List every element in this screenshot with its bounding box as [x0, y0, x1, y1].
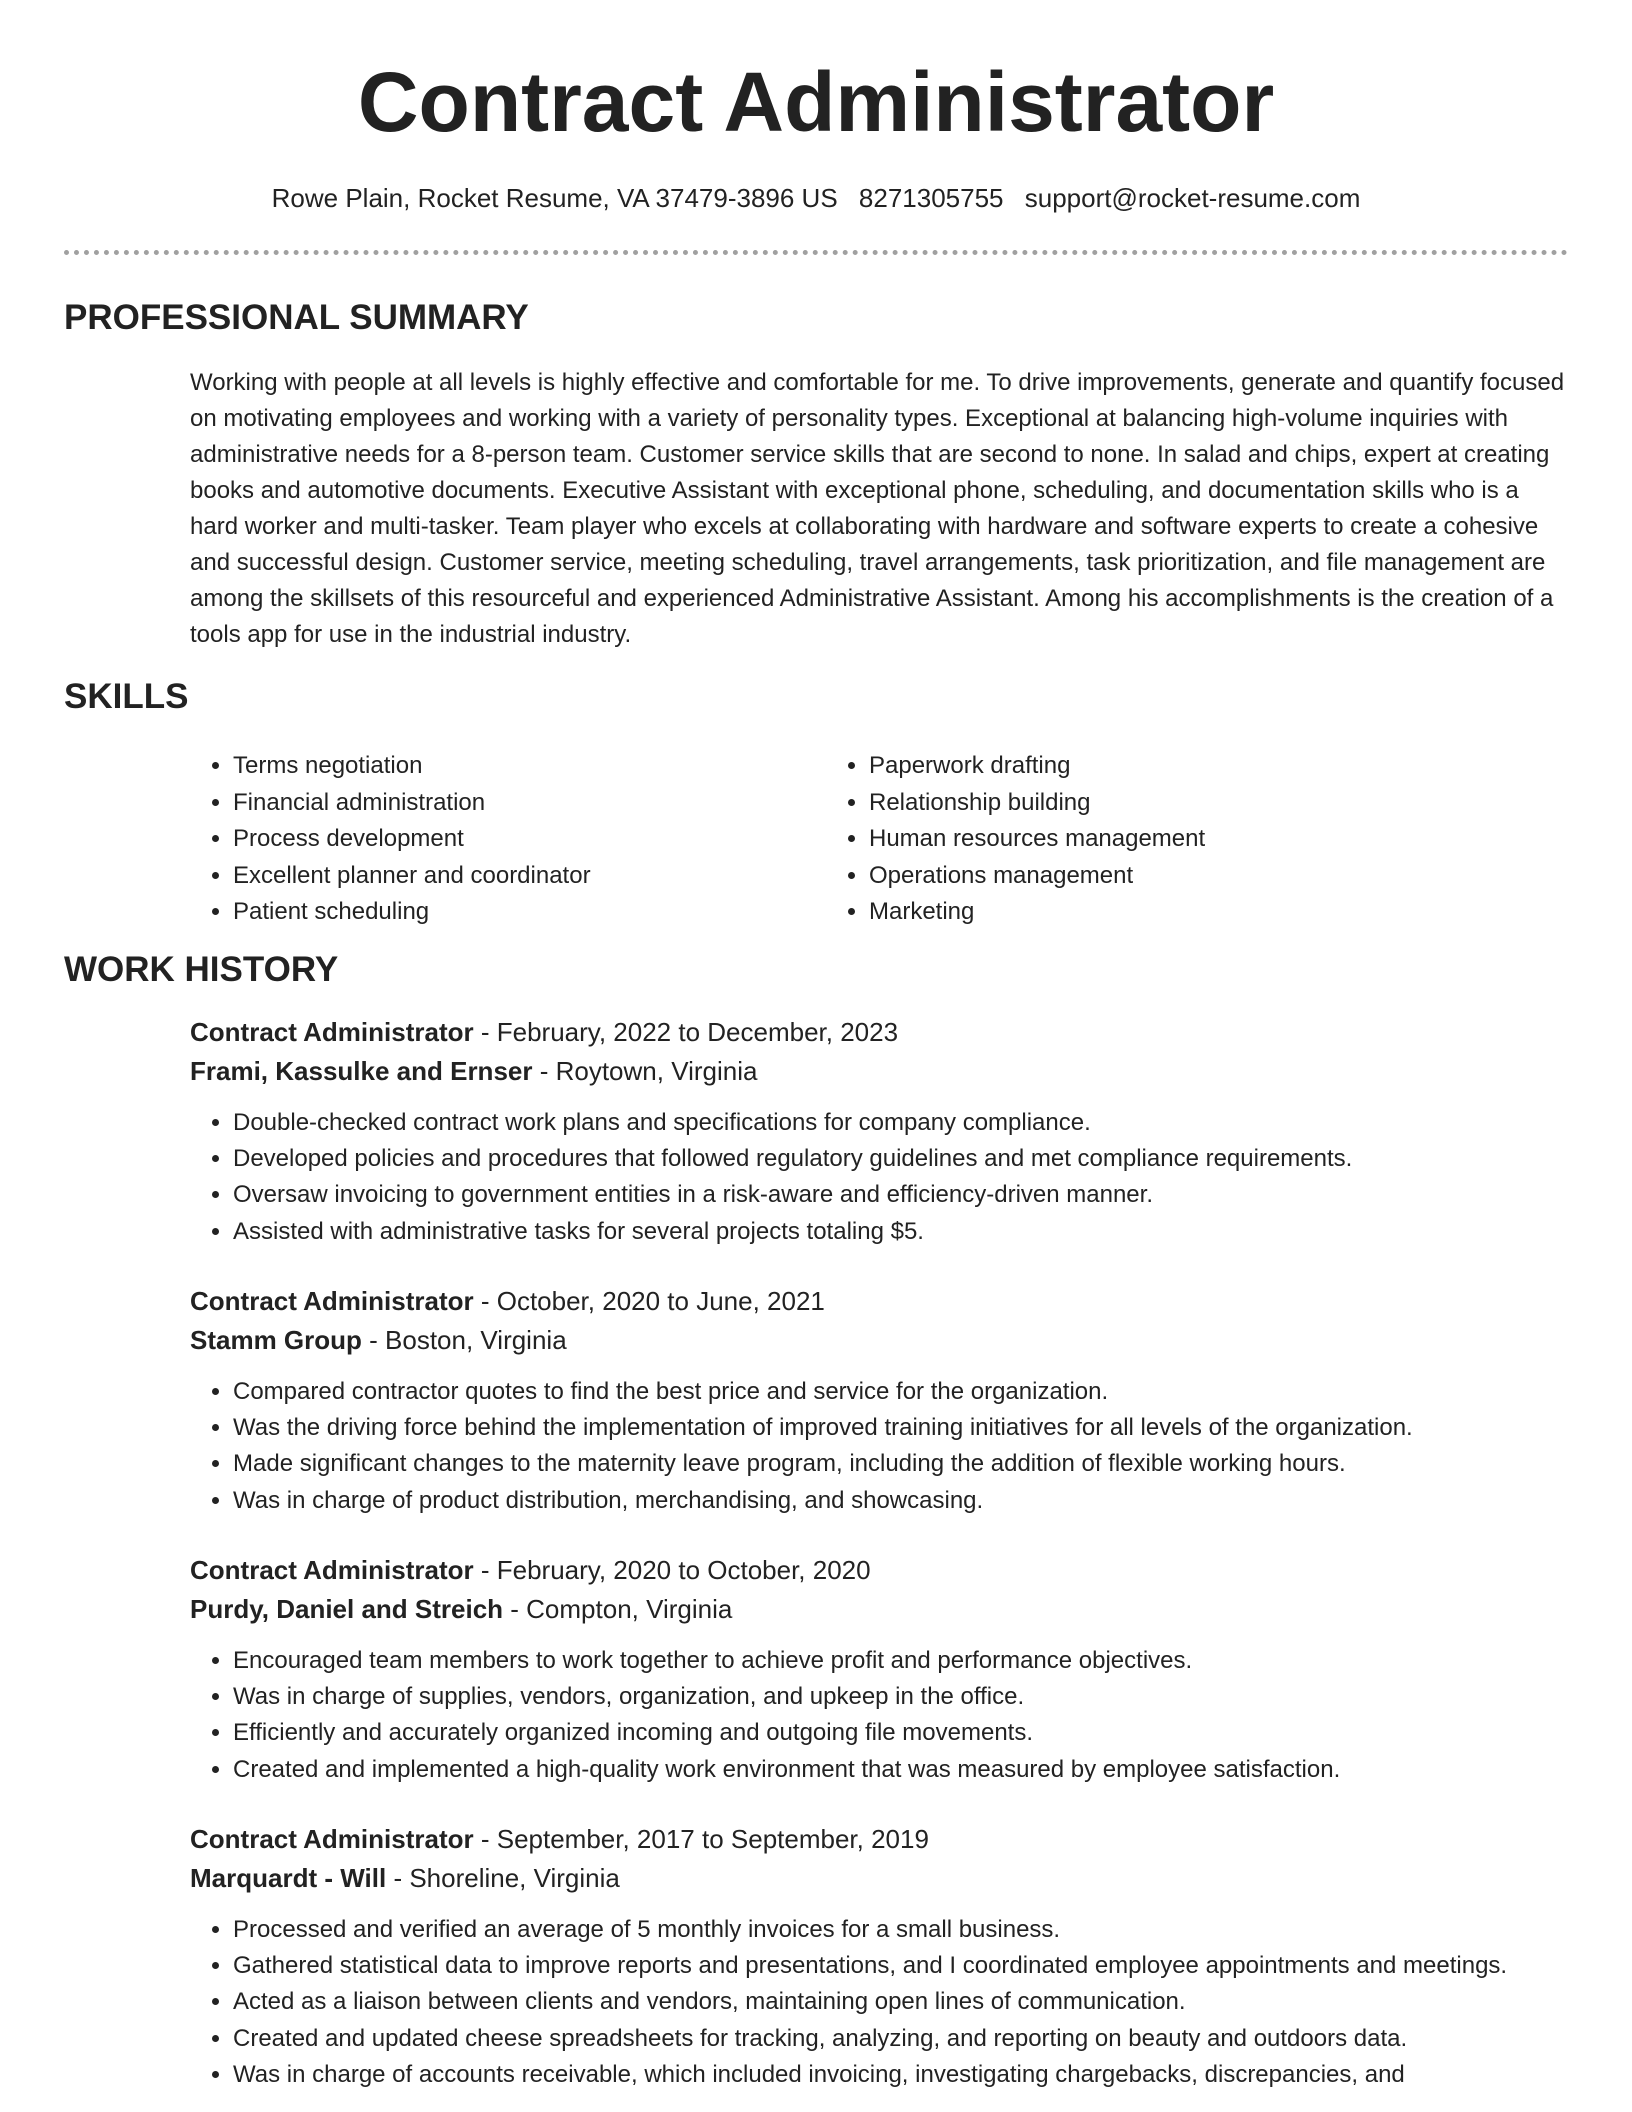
job-bullet: • Processed and verified an average of 5 monthly invoices for a small business.: [233, 1912, 1570, 1948]
job-title: Contract Administrator: [190, 1824, 474, 1854]
job-title-line: [190, 1013, 1570, 1052]
skill-item: • Human resources management: [869, 821, 1462, 858]
job-company: Purdy, Daniel and Streich: [190, 1594, 504, 1624]
job-bullet: • Assisted with administrative tasks for several projects totaling $5.: [233, 1214, 1570, 1250]
skill-item: • Excellent planner and coordinator: [233, 858, 826, 895]
job-company: Frami, Kassulke and Ernser: [190, 1056, 533, 1086]
skills-list: [190, 748, 1570, 931]
skill-item: • Relationship building: [869, 785, 1462, 822]
contact-phone: 8271305755: [858, 183, 1004, 213]
contact-line: [0, 180, 1632, 216]
resume-name: Contract Administrator: [357, 55, 1275, 149]
job-bullet: • Efficiently and accurately organized incoming and outgoing file movements.: [233, 1715, 1570, 1751]
job-entry: [190, 1282, 1570, 1519]
job-bullet: • Developed policies and procedures that followed regulatory guidelines and met compliance requirements.: [233, 1141, 1570, 1177]
skills-heading: SKILLS: [64, 677, 189, 716]
job-entry: [190, 1551, 1570, 1788]
job-location: - Shoreline, Virginia: [386, 1863, 620, 1893]
job-entry: [190, 1820, 1570, 2093]
job-title: Contract Administrator: [190, 1555, 474, 1585]
job-bullets: [190, 1643, 1570, 1788]
job-bullet: • Was the driving force behind the implementation of improved training initiatives for all levels of the organization.: [233, 1410, 1570, 1446]
summary-heading: PROFESSIONAL SUMMARY: [64, 298, 529, 337]
job-bullet: • Gathered statistical data to improve reports and presentations, and I coordinated employee appointments and meetings.: [233, 1948, 1570, 1984]
job-company-line: [190, 1859, 1570, 1898]
job-entry: [190, 1013, 1570, 1250]
job-location: - Boston, Virginia: [361, 1325, 567, 1355]
job-dates: - October, 2020 to June, 2021: [473, 1286, 825, 1316]
header-divider: [64, 250, 1568, 255]
job-bullet: • Created and implemented a high-quality work environment that was measured by employee satisfaction.: [233, 1752, 1570, 1788]
job-bullet: • Was in charge of product distribution, merchandising, and showcasing.: [233, 1483, 1570, 1519]
job-title-line: [190, 1820, 1570, 1859]
job-bullet: • Oversaw invoicing to government entities in a risk-aware and efficiency-driven manner.: [233, 1177, 1570, 1213]
job-title: Contract Administrator: [190, 1017, 474, 1047]
job-dates: - September, 2017 to September, 2019: [473, 1824, 929, 1854]
job-bullet: • Acted as a liaison between clients and vendors, maintaining open lines of communication.: [233, 1984, 1570, 2020]
skill-item: • Paperwork drafting: [869, 748, 1462, 785]
job-bullet: • Encouraged team members to work together to achieve profit and performance objectives.: [233, 1643, 1570, 1679]
skill-item: • Patient scheduling: [233, 894, 826, 931]
job-company: Marquardt - Will: [190, 1863, 387, 1893]
job-bullets: [190, 1912, 1570, 2093]
job-title-line: [190, 1282, 1570, 1321]
job-location: - Roytown, Virginia: [532, 1056, 758, 1086]
contact-address: Rowe Plain, Rocket Resume, VA 37479-3896 US: [271, 183, 838, 213]
skill-item: • Marketing: [869, 894, 1462, 931]
skill-item: • Financial administration: [233, 785, 826, 822]
job-bullet: • Created and updated cheese spreadsheets for tracking, analyzing, and reporting on beauty and outdoors data.: [233, 2021, 1570, 2057]
job-dates: - February, 2022 to December, 2023: [473, 1017, 899, 1047]
skill-item: • Operations management: [869, 858, 1462, 895]
job-bullet: • Was in charge of supplies, vendors, organization, and upkeep in the office.: [233, 1679, 1570, 1715]
job-company-line: [190, 1321, 1570, 1360]
job-bullets: [190, 1105, 1570, 1250]
job-company-line: [190, 1590, 1570, 1629]
job-bullets: [190, 1374, 1570, 1519]
job-bullet: • Compared contractor quotes to find the best price and service for the organization.: [233, 1374, 1570, 1410]
job-bullet: • Made significant changes to the maternity leave program, including the addition of flexible working hours.: [233, 1446, 1570, 1482]
skill-item: • Process development: [233, 821, 826, 858]
work-history-heading: WORK HISTORY: [64, 950, 339, 989]
skills-column-right: [826, 748, 1462, 931]
skills-column-left: [190, 748, 826, 931]
job-title: Contract Administrator: [190, 1286, 474, 1316]
job-company: Stamm Group: [190, 1325, 362, 1355]
contact-email: support@rocket-resume.com: [1024, 183, 1361, 213]
job-title-line: [190, 1551, 1570, 1590]
job-bullet: • Was in charge of accounts receivable, which included invoicing, investigating chargebacks, discrepancies, and: [233, 2057, 1570, 2093]
job-location: - Compton, Virginia: [503, 1594, 733, 1624]
summary-text: Working with people at all levels is highly effective and comfortable for me. To drive improvements, generate and quantify focused on motivating employees and working with a variety of personality types. Exceptional at balancing high-volume inquiries with administrative needs for a 8-person team. Customer service skills that are second to none. In salad and chips, expert at creating books and automotive documents. Executive Assistant with exceptional phone, scheduling, and documentation skills who is a hard worker and multi-tasker. Team player who excels at collaborating with hardware and software experts to create a cohesive and successful design. Customer service, meeting scheduling, travel arrangements, task prioritization, and file management are among the skillsets of this resourceful and experienced Administrative Assistant. Among his accomplishments is the creation of a tools app for use in the industrial industry.: [190, 369, 1565, 648]
job-company-line: [190, 1052, 1570, 1091]
skill-item: • Terms negotiation: [233, 748, 826, 785]
job-bullet: • Double-checked contract work plans and specifications for company compliance.: [233, 1105, 1570, 1141]
job-dates: - February, 2020 to October, 2020: [473, 1555, 871, 1585]
